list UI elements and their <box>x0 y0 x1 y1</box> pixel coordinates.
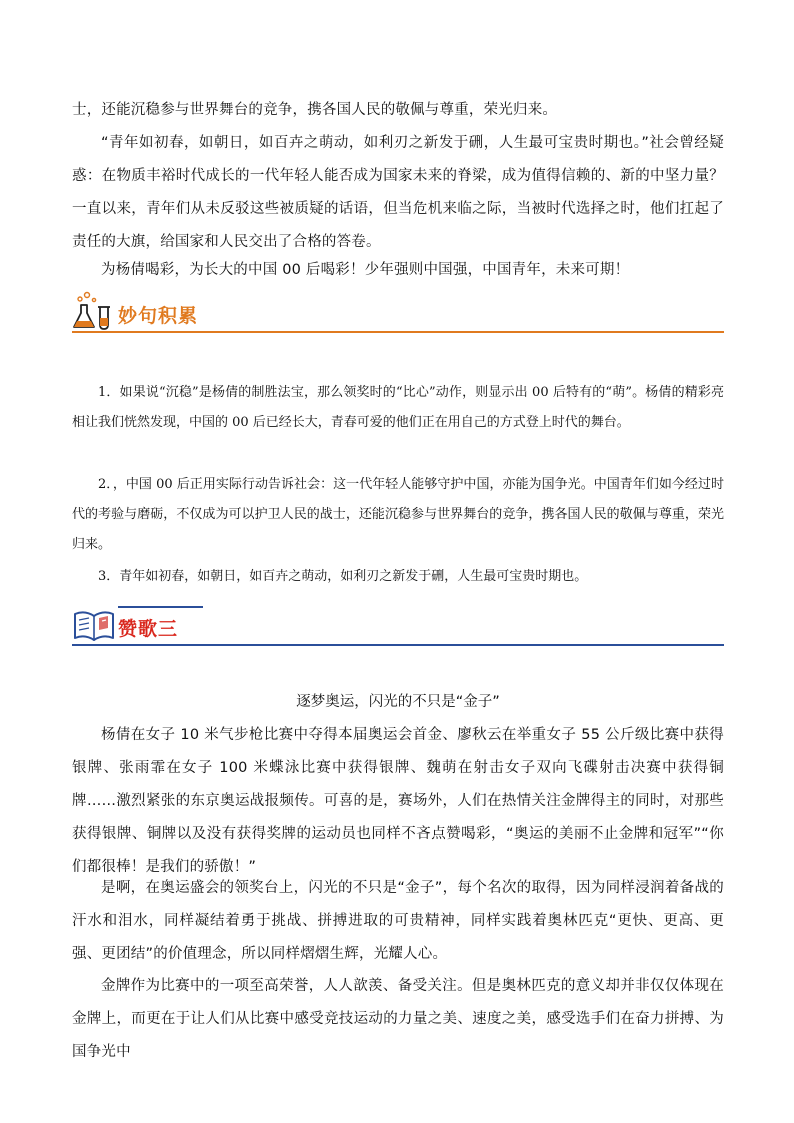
quote-item-1: 1．如果说“沉稳”是杨倩的制胜法宝，那么领奖时的“比心”动作，则显示出 00 后特有的“萌”。杨倩的精彩亮相让我们恍然发现，中国的 00 后已经长大，青春可爱的他们正在用自己的方式登上时代的舞台。 <box>72 385 724 430</box>
quote-item-2: 2．，中国 00 后正用实际行动告诉社会：这一代年轻人能够守护中国，亦能为国争光。中国青年们如今经过时代的考验与磨砺，不仅成为可以护卫人民的战士，还能沉稳参与世界舞台的竞争，携各国人民的敬佩与尊重，荣光归来。 <box>72 477 724 552</box>
article-paragraph-3: 金牌作为比赛中的一项至高荣誉，人人歆羡、备受关注。但是奥林匹克的意义却并非仅仅体现在金牌上，而更在于让人们从比赛中感受竞技运动的力量之美、速度之美，感受选手们在奋力拼搏、为国争光中 <box>72 978 724 1060</box>
section-header-anthem <box>72 606 724 646</box>
quote-item-3: 3．青年如初春，如朝日，如百卉之萌动，如利刃之新发于硎，人生最可宝贵时期也。 <box>98 569 588 584</box>
intro-paragraph-2: “青年如初春，如朝日，如百卉之萌动，如利刃之新发于硎，人生最可宝贵时期也。”社会曾经疑惑：在物质丰裕时代成长的一代年轻人能否成为国家未来的脊梁，成为值得信赖的、新的中坚力量？一直以来，青年们从未反驳这些被质疑的话语，但当危机来临之际，当被时代选择之时，他们扛起了责任的大旗，给国家和人民交出了合格的答卷。 <box>72 135 724 250</box>
open-book-icon <box>72 604 116 644</box>
section-header-phrases <box>72 293 724 333</box>
section-title: 赞歌三 <box>118 618 179 640</box>
article-paragraph-2: 是啊，在奥运盛会的领奖台上，闪光的不只是“金子”，每个名次的取得，因为同样浸润着备战的汗水和泪水，同样凝结着勇于挑战、拼搏进取的可贵精神，同样实践着奥林匹克“更快、更高、更强、更团结”的价值理念，所以同样熠熠生辉，光耀人心。 <box>72 880 724 962</box>
flask-lab-icon <box>72 291 116 331</box>
article-heading: 逐梦奥运，闪光的不只是“金子” <box>296 694 500 710</box>
section-divider <box>72 331 724 333</box>
intro-paragraph-1: 士，还能沉稳参与世界舞台的竞争，携各国人民的敬佩与尊重，荣光归来。 <box>72 102 558 118</box>
intro-paragraph-3: 为杨倩喝彩，为长大的中国 00 后喝彩！少年强则中国强，中国青年，未来可期！ <box>101 262 630 278</box>
section-top-rule <box>118 606 203 608</box>
section-divider <box>72 644 724 646</box>
article-paragraph-1: 杨倩在女子 10 米气步枪比赛中夺得本届奥运会首金、廖秋云在举重女子 55 公斤级比赛中获得银牌、张雨霏在女子 100 米蝶泳比赛中获得银牌、魏萌在射击女子双向飞碟射击决赛中获得铜牌……激烈紧张的东京奥运战报频传。可喜的是，赛场外，人们在热情关注金牌得主的同时，对那些获得银牌、铜牌以及没有获得奖牌的运动员也同样不吝点赞喝彩，“奥运的美丽不止金牌和冠军”“你们都很棒！是我们的骄傲！” <box>72 727 724 875</box>
section-title: 妙句积累 <box>118 305 199 327</box>
